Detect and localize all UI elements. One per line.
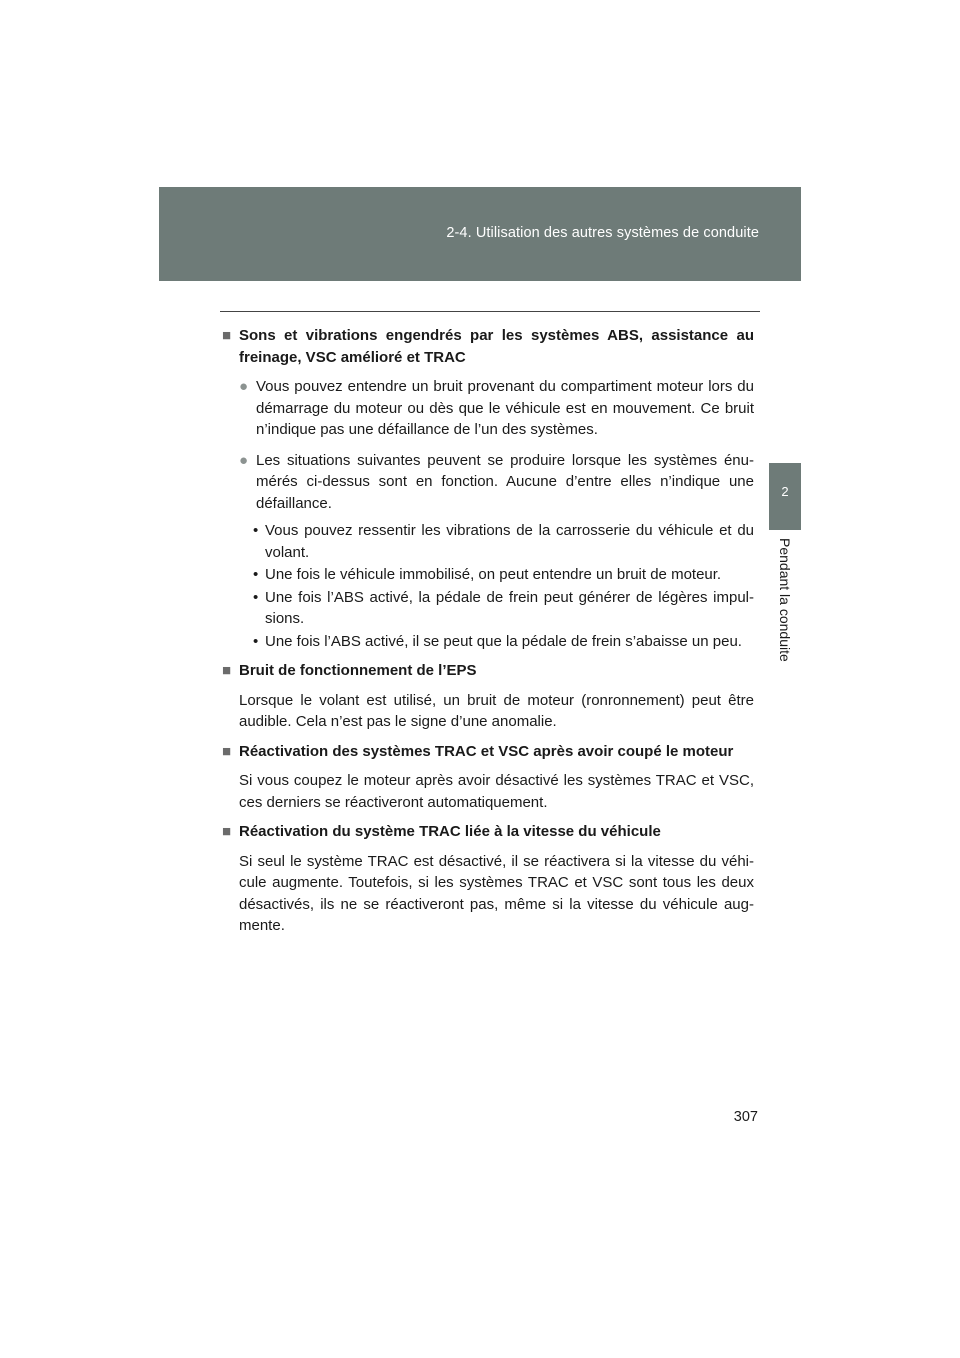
square-bullet-icon: ■	[222, 662, 232, 679]
chapter-tab[interactable]	[769, 463, 801, 530]
header-band	[159, 187, 801, 281]
section-paragraph: Si vous coupez le moteur après avoir désactivé les systèmes TRAC et VSC, ces derniers se réactiveront automatiquement.	[239, 772, 754, 811]
sub-list	[222, 520, 754, 652]
section-title: ■ Sons et vibrations engendrés par les systèmes ABS, assistance au freinage, VSC amélioré et TRAC	[222, 327, 754, 366]
circle-bullet-icon: ●	[239, 378, 249, 395]
small-bullet-icon: •	[253, 566, 259, 583]
sub-list-item: • Vous pouvez ressentir les vibrations de la carrosserie du véhicule et du volant.	[253, 522, 754, 561]
section-paragraph: Lorsque le volant est utilisé, un bruit de moteur (ronronnement) peut être audible. Cela n’est pas le signe d’une anomalie.	[239, 691, 754, 730]
list-item: ● Les situations suivantes peuvent se produire lorsque les systèmes énu-mérés ci-dessus sont en fonction. Aucune d’entre elles n’indique une défaillance.	[239, 451, 754, 512]
small-bullet-icon: •	[253, 522, 259, 539]
section-paragraph: Si seul le système TRAC est désactivé, il se réactivera si la vitesse du véhi-cule augmente. Toutefois, si les systèmes TRAC et VSC sont tous les deux désactivés, ils ne se réactiveront pas, même si la vitesse du véhicule aug-mente.	[239, 852, 754, 934]
circle-bullet-icon: ●	[239, 451, 249, 469]
section-title: ■ Réactivation du système TRAC liée à la vitesse du véhicule	[222, 821, 754, 843]
section-title: ■ Réactivation des systèmes TRAC et VSC après avoir coupé le moteur	[222, 741, 754, 763]
list-item: ● Vous pouvez entendre un bruit provenant du compartiment moteur lors du démarrage du moteur ou dès que le véhicule est en mouvement. Ce bruit n’indique pas une défaillance de l’un des systèmes.	[239, 378, 754, 438]
chapter-number: 2	[781, 484, 789, 499]
top-divider	[220, 311, 760, 312]
chapter-label: Pendant la conduite	[777, 538, 793, 662]
section-title: ■ Bruit de fonctionnement de l’EPS	[222, 660, 754, 682]
small-bullet-icon: •	[253, 632, 259, 650]
sub-list-item: • Une fois le véhicule immobilisé, on peut entendre un bruit de moteur.	[222, 564, 754, 586]
page-content	[222, 325, 754, 945]
small-bullet-icon: •	[253, 588, 259, 606]
square-bullet-icon: ■	[222, 742, 232, 760]
square-bullet-icon: ■	[222, 823, 232, 840]
sub-list-item: • Une fois l’ABS activé, la pédale de frein peut générer de légères impul-sions.	[253, 588, 754, 627]
square-bullet-icon: ■	[222, 327, 232, 344]
sub-list-item: • Une fois l’ABS activé, il se peut que la pédale de frein s’abaisse un peu.	[222, 631, 754, 653]
page-number: 307	[733, 1109, 758, 1125]
section-header-title: 2-4. Utilisation des autres systèmes de conduite	[446, 225, 759, 241]
